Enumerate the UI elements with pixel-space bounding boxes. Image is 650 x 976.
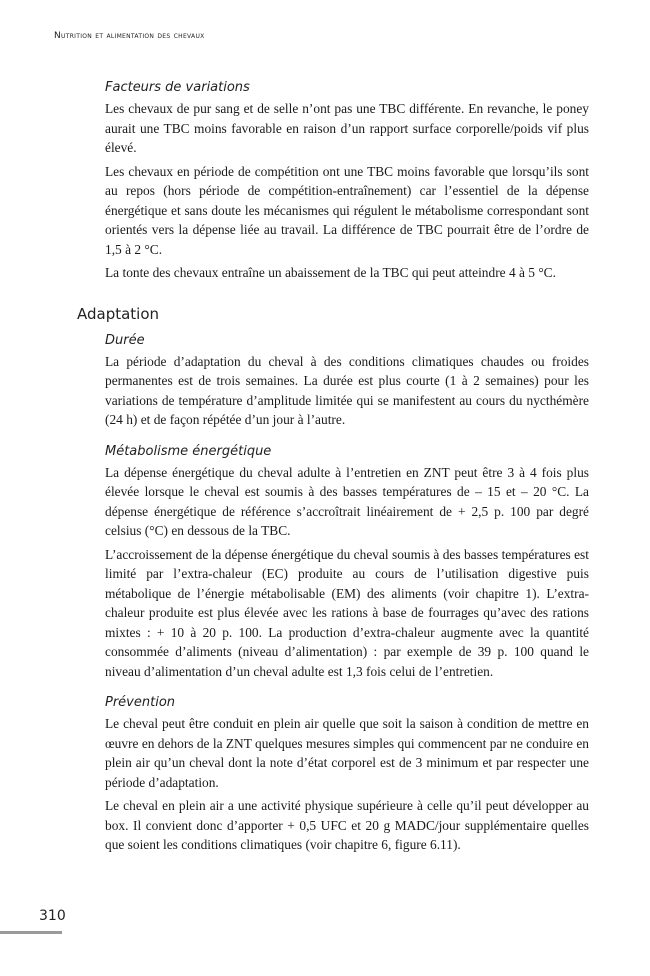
paragraph: L’accroissement de la dépense énergétique du cheval soumis à des basses températures est limité par l’extra-chaleur (EC) produite au cours de l’utilisation digestive puis métabolique de l’énergie métabolisable (EM) des aliments (voir chapitre 1). L’extra-chaleur produite est plus élevée avec les rations à base de fourrages qu’avec des rations mixtes : + 10 à 20 p. 100. La production d’extra-chaleur augmente avec la quantité consommée d’aliments (niveau d’alimentation) : par exemple de 39 p. 100 quand le niveau d’alimentation d’un cheval adulte est 1,3 fois celui de l’entretien. — [105, 546, 589, 679]
section-heading-adaptation: Adaptation — [77, 304, 160, 323]
paragraph: La dépense énergétique du cheval adulte à l’entretien en ZNT peut être 3 à 4 fois plus élevée lorsque le cheval est soumis à des basses températures de – 15 et – 20 °C. La dépense énergétique de référence s’accroîtrait linéairement de + 2,5 p. 100 par degré celsius (°C) en dessous de la TBC. — [105, 464, 589, 538]
subheading-facteurs: Facteurs de variations — [105, 80, 250, 95]
page-content — [77, 80, 589, 859]
subheading-prevention: Prévention — [105, 695, 176, 710]
subheading-metabolisme: Métabolisme énergétique — [105, 443, 272, 459]
paragraph: Le cheval en plein air a une activité physique supérieure à celle qu’il peut développer au box. Il convient donc d’apporter + 0,5 UFC et 20 g MADC/jour supplémentaire quelles que soient les conditions climatiques (voir chapitre 6, figure 6.11). — [105, 798, 589, 852]
paragraph: Le cheval peut être conduit en plein air quelle que soit la saison à condition de mettre en œuvre en dehors de la ZNT quelques mesures simples qui commencent par ne conduire en plein air qu’un cheval dont la note d’état corporel est de 3 minimum et par respecter une période d’adaptation. — [105, 716, 589, 790]
running-head: Nutrition et alimentation des chevaux — [54, 31, 205, 41]
page-number: 310 — [39, 908, 66, 924]
paragraph: La période d’adaptation du cheval à des conditions climatiques chaudes ou froides permanentes est de trois semaines. La durée est plus courte (1 à 2 semaines) pour les variations de température d’amplitude limitée qui se manifestent au cours du nycthémère (24 h) et de façon répétée d’un jour à l’autre. — [105, 353, 589, 427]
footer-rule — [0, 931, 62, 934]
subheading-duree: Durée — [105, 332, 145, 348]
paragraph: Les chevaux de pur sang et de selle n’ont pas une TBC différente. En revanche, le poney aurait une TBC moins favorable en raison d’un rapport surface corporelle/poids vif plus élevé. — [105, 101, 589, 155]
paragraph: La tonte des chevaux entraîne un abaissement de la TBC qui peut atteindre 4 à 5 °C. — [105, 265, 556, 280]
paragraph: Les chevaux en période de compétition ont une TBC moins favorable que lorsqu’ils sont au repos (hors période de compétition-entraînement) car l’essentiel de la dépense énergétique et sans doute les mécanismes qui régulent le métabolisme correspondant sont orientés vers la dépense liée au travail. La différence de TBC pourrait être de l’ordre de 1,5 à 2 °C. — [105, 163, 589, 257]
